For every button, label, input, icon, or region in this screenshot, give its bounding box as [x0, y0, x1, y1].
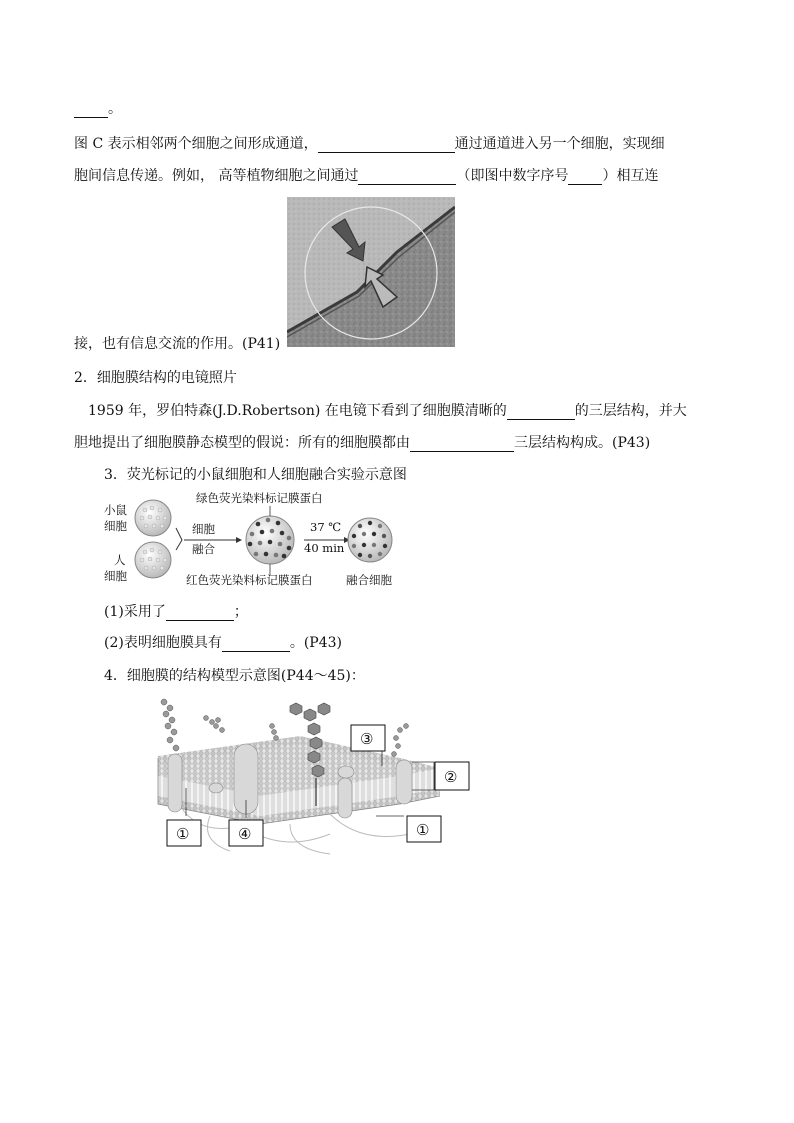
label-1-left: ①	[176, 825, 190, 843]
answer-blank[interactable]	[568, 168, 602, 185]
red-label: 红色荧光染料标记膜蛋白	[186, 573, 313, 587]
answer-blank[interactable]	[358, 168, 456, 185]
para-c-text: 接，也有信息交流的作用。(P41)	[74, 336, 281, 352]
label-2: ②	[444, 768, 458, 786]
period-text: 。	[108, 101, 122, 117]
temp-label: 37 ℃	[310, 520, 342, 534]
q1-text: (1)采用了	[104, 604, 166, 620]
answer-blank[interactable]	[507, 403, 575, 420]
fuse-label-1: 细胞	[192, 522, 215, 536]
para-c-line3	[74, 333, 280, 353]
mouse-label-1: 小鼠	[104, 503, 127, 517]
label-1-right: ①	[416, 821, 430, 839]
section3-title: 3．荧光标记的小鼠细胞和人细胞融合实验示意图	[104, 467, 407, 483]
answer-blank[interactable]	[222, 635, 290, 652]
section2-text: 三层结构构成。(P43)	[514, 435, 651, 451]
result-label: 融合细胞	[346, 573, 392, 587]
para-c-line2	[74, 165, 658, 185]
section3-q2	[104, 632, 342, 652]
section3-q1	[104, 601, 248, 621]
section4-title: 4．细胞膜的结构模型示意图(P44～45)：	[104, 668, 365, 684]
human-label-2: 细胞	[104, 569, 127, 583]
section2-text: 1959 年，罗伯特森(J.D.Robertson) 在电镜下看到了细胞膜清晰的	[88, 403, 507, 419]
fusion-figure	[100, 488, 400, 588]
section2-text: 胆地提出了细胞膜静态模型的假说：所有的细胞膜都由	[74, 435, 410, 451]
protein-left	[168, 754, 182, 812]
para-c-text: 图 C 表示相邻两个细胞之间形成通道，	[74, 136, 318, 152]
answer-blank[interactable]	[74, 101, 108, 118]
para-c-line1	[74, 133, 665, 153]
label-4: ④	[238, 825, 252, 843]
q2-end: 。(P43)	[289, 635, 343, 651]
answer-blank[interactable]	[318, 136, 455, 153]
q1-end: ；	[233, 604, 248, 620]
label-3: ③	[360, 730, 374, 748]
para-c-text: 通过通道进入另一个细胞，实现细	[454, 136, 665, 152]
answer-blank[interactable]	[166, 604, 234, 621]
em-photo	[287, 197, 455, 347]
para-c-text: ）相互连	[602, 168, 659, 184]
q2-text: (2)表明细胞膜具有	[104, 635, 222, 651]
fuse-label-2: 融合	[192, 542, 215, 556]
para-c-text: 胞间信息传递。例如， 高等植物细胞之间通过	[74, 168, 359, 184]
time-label: 40 min	[304, 541, 345, 555]
top-fragment	[74, 98, 122, 118]
section2-line2	[74, 432, 650, 452]
human-label-1: 人	[114, 553, 126, 567]
para-c-text: （即图中数字序号	[456, 168, 569, 184]
membrane-model-figure	[150, 696, 480, 866]
section2-text: 的三层结构，并大	[574, 403, 687, 419]
answer-blank[interactable]	[410, 435, 514, 452]
mouse-label-2: 细胞	[104, 519, 127, 533]
section2-line1	[88, 400, 687, 420]
section2-title: 2．细胞膜结构的电镜照片	[74, 370, 237, 386]
green-label: 绿色荧光染料标记膜蛋白	[196, 491, 323, 505]
